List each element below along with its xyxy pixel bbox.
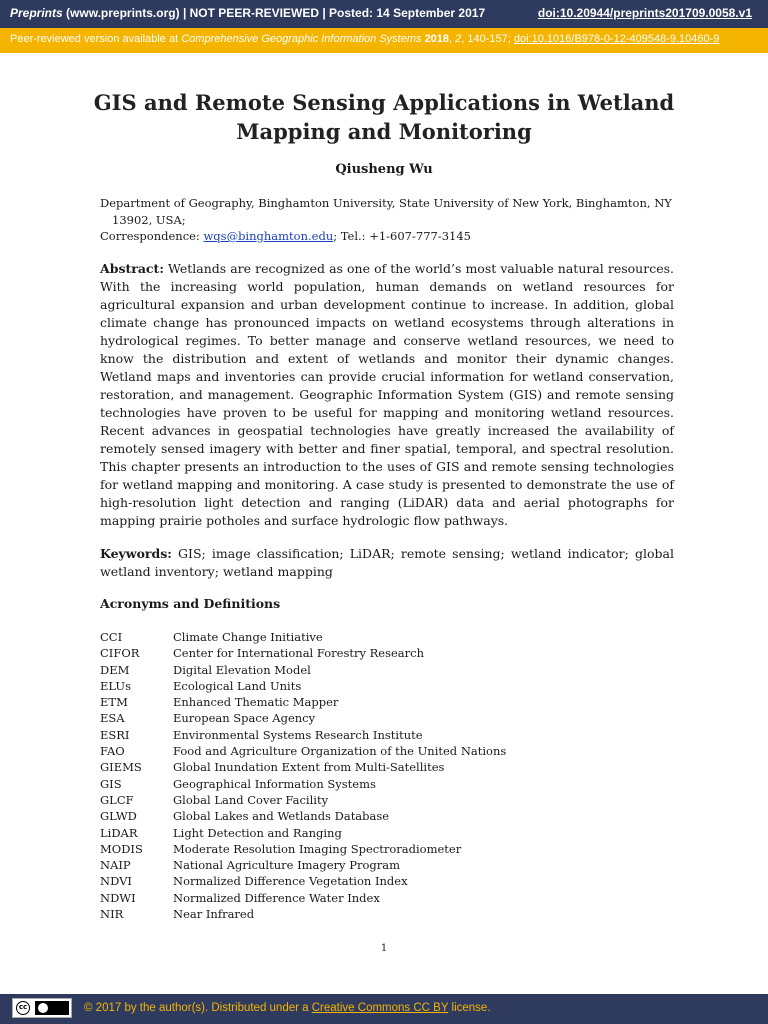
acronym: ELUs [100,678,131,693]
acronym-row [100,825,600,841]
definition: Ecological Land Units [173,678,302,693]
acronym-row [100,678,600,694]
notice-prefix: Peer-reviewed version available at [10,33,179,45]
license-suffix: license. [451,1002,491,1014]
definition: Food and Agriculture Organization of the United Nations [173,744,507,759]
acronym-row [100,645,600,661]
affiliation-line: 13902, USA; [112,212,186,227]
acronym: GIEMS [100,760,142,775]
acronym-row [100,808,600,824]
definition: European Space Agency [173,711,316,726]
acronym-row [100,873,600,889]
abstract [100,260,674,530]
acronym-row [100,857,600,873]
acronym-row [100,629,600,645]
person-icon [38,1003,48,1013]
journal-year: 2018 [424,33,450,45]
journal-volume: 2 [455,33,462,45]
acronym: NAIP [100,858,131,873]
peer-reviewed-notice [10,33,719,45]
journal-pages: , 140-157; [461,33,511,45]
acronym: LiDAR [100,825,138,840]
acronym-row [100,743,600,759]
posted-date: Posted: 14 September 2017 [329,6,486,20]
peer-reviewed-notice-bar [0,28,768,53]
definition: Center for International Forestry Research [173,646,425,661]
acronym: DEM [100,662,130,677]
keywords [100,545,674,581]
acronym: GLWD [100,809,137,824]
abstract-label: Abstract: [100,261,164,276]
email-link[interactable]: wqs@binghamton.edu [203,229,334,243]
comma: , [449,33,456,45]
license-footer-bar [0,994,768,1024]
by-attribution-icon [35,1001,69,1015]
acronym: NDVI [100,874,132,889]
definition: Global Inundation Extent from Multi-Satellites [173,760,445,775]
affiliation-block [100,195,674,245]
definition: Global Land Cover Facility [173,792,329,807]
definition: Normalized Difference Water Index [173,890,380,905]
paper-title: GIS and Remote Sensing Applications in Wetland Mapping and Monitoring [93,90,675,144]
correspondence-label: Correspondence: [100,229,200,243]
correspondence-line [100,228,674,245]
affiliation-line: Department of Geography, Binghamton University, State University of New York, Binghamton, NY [100,196,672,210]
cc-by-link[interactable]: Creative Commons CC BY [311,1002,449,1014]
acronym: NIR [100,907,124,922]
license-text [84,1002,491,1014]
separator: | [182,6,187,20]
acronym: CCI [100,630,123,644]
acronym: GLCF [100,792,134,807]
keywords-label: Keywords: [100,546,172,561]
abstract-text: Wetlands are recognized as one of the world’s most valuable natural resources. With the increasing world population, human demands on wetland resources for agricultural expansion and urban development continue to increase. In addition, global climate change has pronounced impacts on wetland ecosystems through alterations in hydrological regimes. To better manage and conserve wetland resources, we need to know the distribution and extent of wetlands and monitor their dynamic changes. Wetland maps and inventories can provide crucial information for wetland conservation, restoration, and management. Geographic Information System (GIS) and remote sensing technologies have proven to be useful for mapping and monitoring wetland resources. Recent advances in geospatial technologies have greatly increased the availability of remotely sensed imagery with better and finer spatial, temporal, and spectral resolution. This chapter presents an introduction to the uses of GIS and remote sensing technologies for wetland mapping and monitoring. A case study is presented to demonstrate the use of high-resolution light detection and ranging (LiDAR) data and aerial photographs for mapping prairie potholes and surface hydrologic flow pathways. [100,261,674,528]
definition: Environmental Systems Research Institute [173,727,423,742]
acronym-row [100,890,600,906]
preprint-doi-link[interactable]: doi:10.20944/preprints201709.0058.v1 [537,6,752,20]
acronym: NDWI [100,890,136,905]
definition: Normalized Difference Vegetation Index [173,874,408,889]
acronym-row [100,759,600,775]
author-name: Qiusheng Wu [335,162,433,177]
definition: National Agriculture Imagery Program [173,858,400,873]
acronym-row [100,906,600,922]
definition: Moderate Resolution Imaging Spectroradiometer [173,841,462,856]
telephone: ; Tel.: +1-607-777-3145 [333,229,471,243]
definition: Digital Elevation Model [173,662,311,677]
definition: Near Infrared [173,907,255,922]
site-url[interactable]: (www.preprints.org) [66,6,180,20]
brand-name[interactable]: Preprints [10,6,63,20]
acronym-row [100,727,600,743]
copyright-text: © 2017 by the author(s). Distributed under a [84,1002,309,1014]
keywords-text: GIS; image classification; LiDAR; remote sensing; wetland indicator; global wetland inventory; wetland mapping [100,546,674,579]
definition: Light Detection and Ranging [173,825,342,840]
definition: Geographical Information Systems [173,776,376,791]
acronyms-table [100,629,600,922]
acronym: GIS [100,776,122,791]
acronym-row [100,694,600,710]
page-number: 1 [380,943,388,954]
cc-circle-icon: cc [16,1001,30,1015]
acronym-row [100,776,600,792]
acronym-row [100,710,600,726]
definition: Global Lakes and Wetlands Database [173,809,390,824]
preprint-info [10,6,485,20]
acronym-row [100,792,600,808]
acronym: CIFOR [100,646,140,661]
preprint-header-bar [0,0,768,28]
acronym: ESA [100,711,125,726]
separator: | [322,6,326,20]
acronym: ETM [100,695,128,710]
acronym: MODIS [100,841,143,856]
review-status: NOT PEER-REVIEWED [189,6,319,20]
acronyms-heading: Acronyms and Definitions [100,596,281,611]
definition: Enhanced Thematic Mapper [173,695,339,710]
journal-name: Comprehensive Geographic Information Systems [181,33,422,45]
acronym-row [100,841,600,857]
acronym-row [100,662,600,678]
definition: Climate Change Initiative [173,630,323,644]
acronym: FAO [100,744,125,759]
acronym: ESRI [100,727,130,742]
journal-doi-link[interactable]: doi:10.1016/B978-0-12-409548-9.10460-9 [513,33,720,45]
cc-by-license-icon[interactable] [12,998,72,1018]
